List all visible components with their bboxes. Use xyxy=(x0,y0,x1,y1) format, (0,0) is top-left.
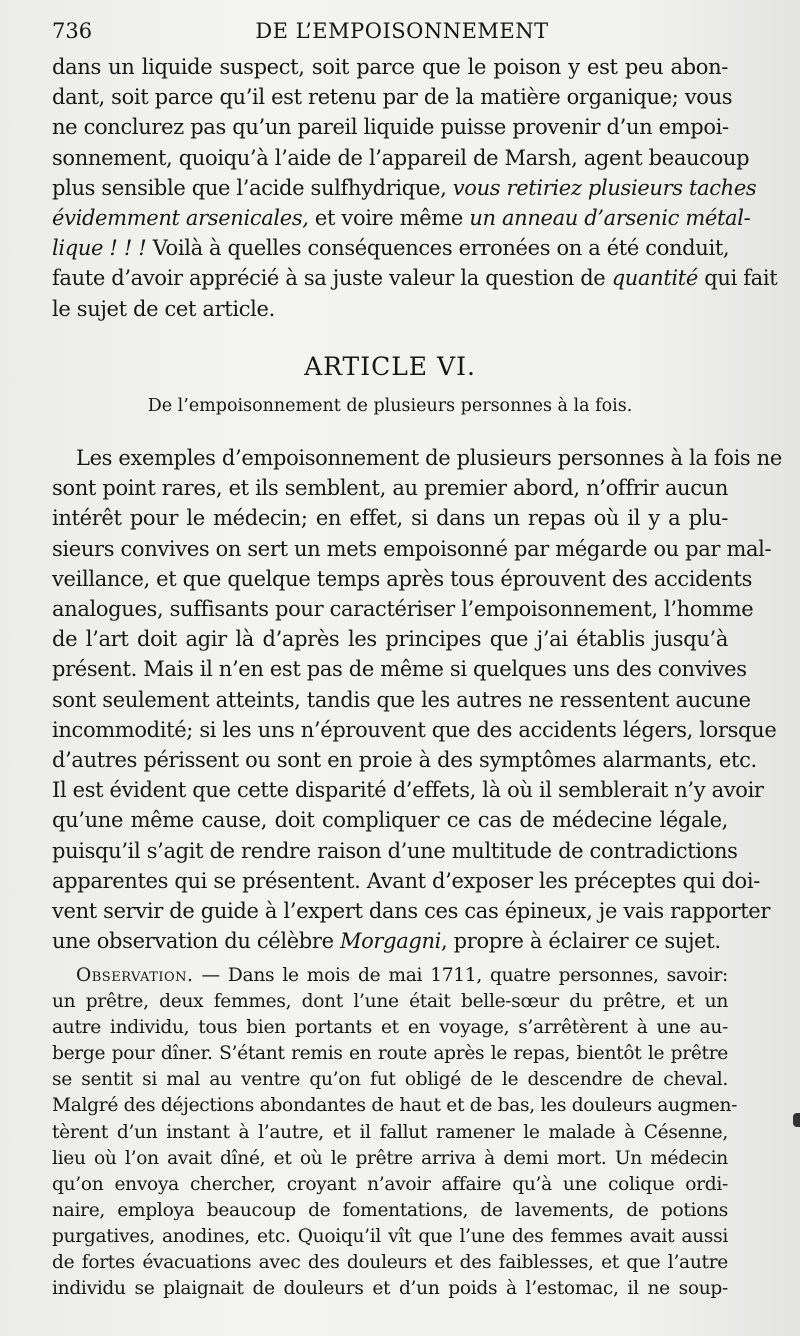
paragraph-main xyxy=(52,443,782,956)
text-line: apparentes qui se présentent. Avant d’exposer les préceptes qui doi- xyxy=(52,868,760,893)
text-line: purgatives, anodines, etc. Quoiqu’il vît que l’une des femmes avait aussi xyxy=(52,1225,728,1247)
text-line: un prêtre, deux femmes, dont l’une était belle-sœur du prêtre, et un xyxy=(52,991,728,1013)
text-line: le sujet de cet article. xyxy=(52,296,275,321)
text-span: , propre à éclairer ce sujet. xyxy=(441,929,721,954)
text-line: vent servir de guide à l’expert dans ces cas épineux, je vais rapporter xyxy=(52,899,771,924)
text-line: qu’une même cause, doit compliquer ce cas de médecine légale, xyxy=(52,808,728,833)
observation-label: Observation. xyxy=(76,965,194,986)
text-line: veillance, et que quelque temps après tous éprouvent des accidents xyxy=(52,566,753,591)
page-number: 736 xyxy=(52,19,93,43)
text-line: se sentit si mal au ventre qu’on fut obligé de le descendre de cheval. xyxy=(52,1069,728,1091)
running-title: DE L’EMPOISONNEMENT xyxy=(255,19,549,43)
italic-text: quantité xyxy=(611,266,698,291)
text-line: individu se plaignait de douleurs et d’un poids à l’estomac, il ne soup- xyxy=(52,1278,728,1300)
paragraph-continuation xyxy=(52,52,778,324)
text-line: Les exemples d’empoisonnement de plusieurs personnes à la fois ne xyxy=(76,446,782,470)
text-line: intérêt pour le médecin; en effet, si dans un repas où il y a plu- xyxy=(52,506,728,531)
text-line: puisqu’il s’agit de rendre raison d’une multitude de contradictions xyxy=(52,838,738,863)
text-line xyxy=(52,263,778,293)
text-line: sonnement, quoiqu’à l’aide de l’appareil de Marsh, agent beaucoup xyxy=(52,145,750,170)
text-line xyxy=(52,233,728,263)
text-span: plus sensible que l’acide sulfhydrique, xyxy=(52,175,447,200)
text-line: Malgré des déjections abondantes de haut et de bas, les douleurs augmen- xyxy=(52,1095,738,1117)
text-line: de l’art doit agir là d’après les principes que j’ai établis jusqu’à xyxy=(52,627,728,652)
text-line: Il est évident que cette disparité d’effets, là où il semblerait n’y avoir xyxy=(52,778,764,803)
text-line xyxy=(52,203,751,233)
text-line: naire, employa beaucoup de fomentations, de lavements, de potions xyxy=(52,1199,728,1221)
text-line: dant, soit parce qu’il est retenu par de la matière organique; vous xyxy=(52,85,733,110)
article-heading: ARTICLE VI. xyxy=(304,352,476,381)
italic-text: évidemment arsenicales, xyxy=(52,206,309,231)
text-line xyxy=(52,173,757,203)
text-line: analogues, suffisants pour caractériser l’empoisonnement, l’homme xyxy=(52,597,754,622)
text-span: et voire même xyxy=(308,206,470,231)
text-span: faute d’avoir apprécié à sa juste valeur la question de xyxy=(52,266,612,291)
running-header xyxy=(52,14,752,48)
text-line: qu’on envoya chercher, croyant n’avoir affaire qu’à une colique ordi- xyxy=(52,1173,728,1195)
text-line: d’autres périssent ou sont en proie à des symptômes alarmants, etc. xyxy=(52,748,757,773)
text-line: présent. Mais il n’en est pas de même si quelques uns des convives xyxy=(52,657,747,682)
italic-text: vous retiriez plusieurs taches xyxy=(452,175,757,200)
text-line: dans un liquide suspect, soit parce que le poison y est peu abon- xyxy=(52,55,728,79)
text-line: sieurs convives on sert un mets empoisonné par mégarde ou par mal- xyxy=(52,536,772,561)
text-line: ne conclurez pas qu’un pareil liquide puisse provenir d’un empoi- xyxy=(52,115,729,140)
text-line xyxy=(52,926,728,956)
text-line: de fortes évacuations avec des douleurs et des faiblesses, et que l’autre xyxy=(52,1252,728,1274)
text-line: sont seulement atteints, tandis que les autres ne ressentent aucune xyxy=(52,687,751,712)
observation-paragraph xyxy=(52,963,738,1302)
text-line: tèrent d’un instant à l’autre, et il fallut ramener le malade à Césenne, xyxy=(52,1121,728,1143)
text-line: incommodité; si les uns n’éprouvent que des accidents légers, lorsque xyxy=(52,717,777,742)
italic-text: un anneau d’arsenic métal- xyxy=(469,206,751,231)
text-span: qui fait xyxy=(697,266,778,291)
text-line: berge pour dîner. S’étant remis en route après le repas, bientôt le prêtre xyxy=(52,1043,728,1065)
text-line: lieu où l’on avait dîné, et où le prêtre arriva à demi mort. Un médecin xyxy=(52,1147,728,1169)
margin-ink-mark xyxy=(793,1113,800,1127)
text-line: autre individu, tous bien portants et en voyage, s’arrêtèrent à une au- xyxy=(52,1017,728,1039)
text-line: sont point rares, et ils semblent, au premier abord, n’offrir aucun xyxy=(52,476,728,501)
text-line xyxy=(52,963,728,989)
text-span: une observation du célèbre xyxy=(52,929,340,954)
text-span: — Dans le mois de mai 1711, quatre personnes, savoir: xyxy=(193,965,728,986)
article-subheading: De l’empoisonnement de plusieurs personnes à la fois. xyxy=(147,396,633,416)
text-span: Voilà à quelles conséquences erronées on a été conduit, xyxy=(146,236,730,261)
italic-text: lique ! ! ! xyxy=(52,236,147,261)
italic-text: Morgagni xyxy=(339,929,442,954)
